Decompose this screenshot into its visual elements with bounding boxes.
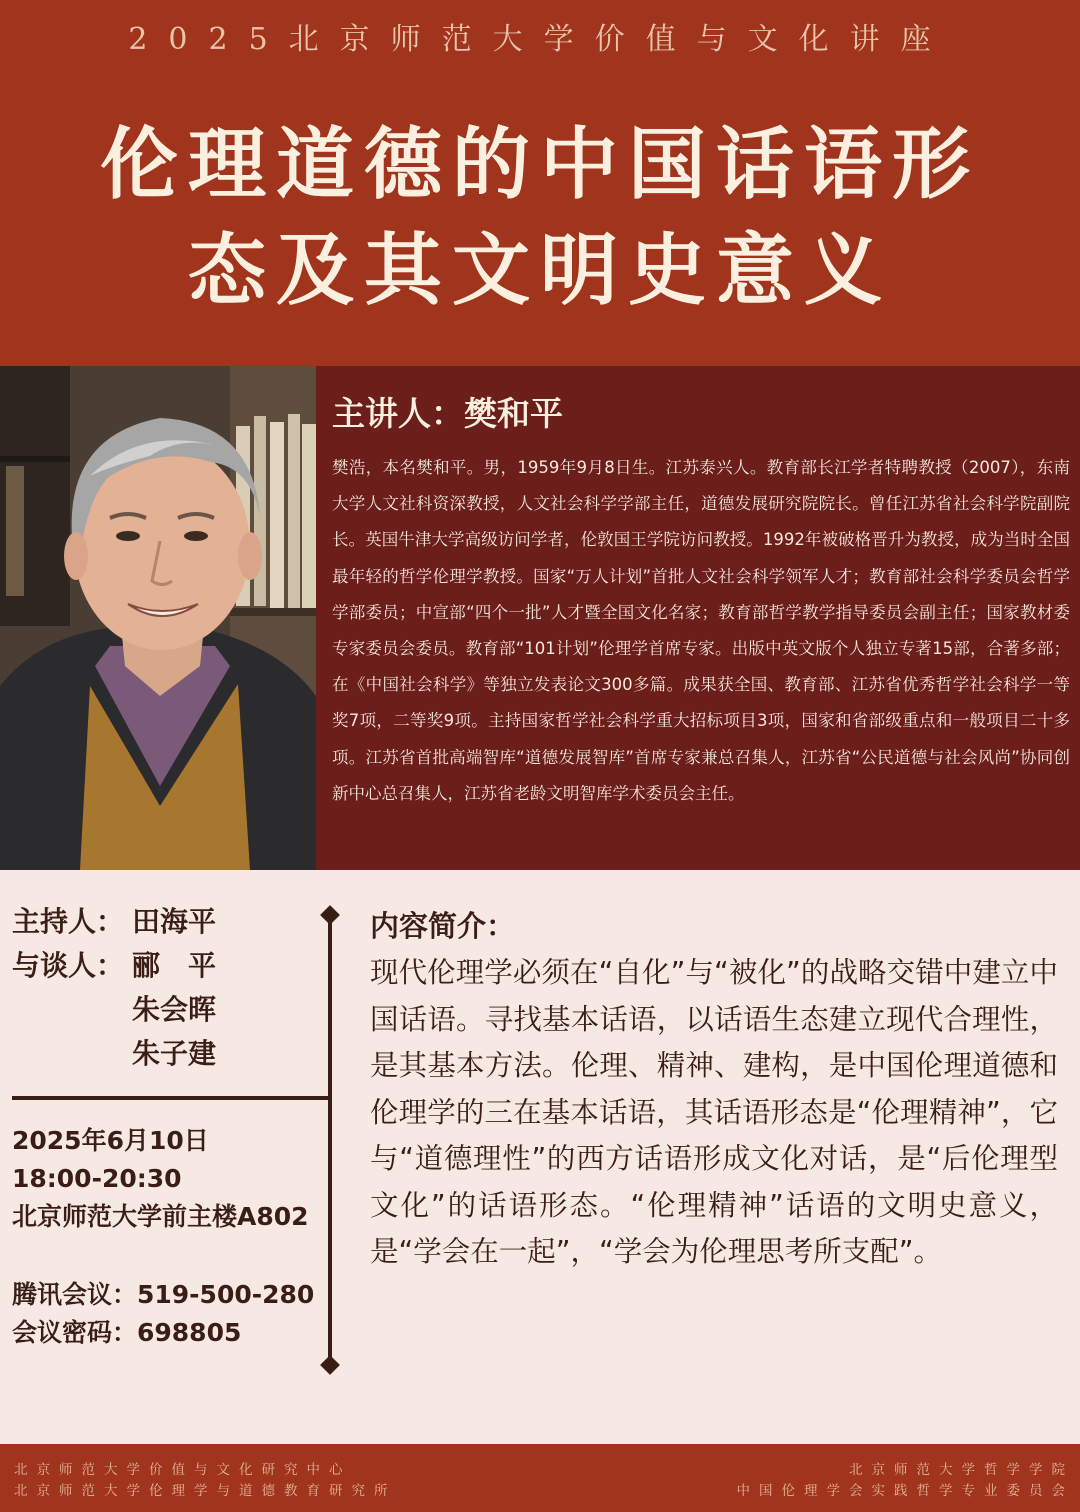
panelist-name: 郦 平 (132, 949, 217, 982)
lecture-title-line-2: 态及其文明史意义 (187, 225, 892, 316)
speaker-bio: 樊浩，本名樊和平。男，1959年9月8日生。江苏泰兴人。教育部长江学者特聘教授（2007），东南大学人文社科资深教授，人文社会科学学部主任，道德发展研究院院长。曾任江苏省社会科学院副院长。英国牛津大学高级访问学者，伦敦国王学院访问教授。1992年被破格晋升为教授，成为当时全国最年轻的哲学伦理学教授。国家“万人计划”首批人文社会科学领军人才；教育部社会科学委员会哲学学部委员；中宣部“四个一批”人才暨全国文化名家；教育部哲学教学指导委员会副主任；国家教材委专家委员会委员。教育部“101计划”伦理学首席专家。出版中英文版个人独立专著15部，合著多部；在《中国社会科学》等独立发表论文300多篇。成果获全国、教育部、江苏省优秀哲学社会科学一等奖7项，二等奖9项。主持国家哲学社会科学重大招标项目3项，国家和省部级重点和一般项目二十多项。江苏省首批高端智库“道德发展智库”首席专家兼总召集人，江苏省“公民道德与社会风尚”协同创新中心总召集人，江苏省老龄文明智库学术委员会主任。 (332, 458, 1070, 803)
lecture-series-title: 2025北京师范大学价值与文化讲座 (128, 22, 952, 57)
speaker-portrait-illustration (0, 366, 316, 870)
event-date: 2025年6月10日 (12, 1126, 209, 1155)
lecture-title (0, 112, 1080, 324)
footer-left-organizers (14, 1460, 397, 1502)
host-name: 田海平 (132, 905, 217, 938)
organizer-name: 北京师范大学价值与文化研究中心 (14, 1462, 352, 1478)
organizer-name: 北京师范大学哲学学院 (849, 1462, 1074, 1478)
panelist-row (12, 944, 328, 988)
organizer-name: 北京师范大学伦理学与道德教育研究所 (14, 1483, 397, 1499)
panelist-row (12, 988, 328, 1032)
vertical-divider (328, 916, 332, 1366)
hosts-block (12, 900, 328, 1076)
event-details-section (0, 870, 1080, 1444)
panelist-row (12, 1032, 328, 1076)
schedule-block (12, 1122, 309, 1236)
speaker-portrait (0, 366, 316, 870)
footer-right-organizers (737, 1460, 1075, 1502)
event-venue: 北京师范大学前主楼A802 (12, 1202, 309, 1231)
host-row (12, 900, 328, 944)
content-summary-title: 内容简介： (370, 909, 516, 943)
panelist-label: 与谈人： (12, 949, 125, 982)
host-label: 主持人： (12, 905, 125, 938)
event-time: 18:00-20:30 (12, 1164, 182, 1193)
lecture-title-line-1: 伦理道德的中国话语形 (99, 119, 980, 210)
horizontal-divider (12, 1096, 328, 1100)
online-meeting-block (12, 1276, 314, 1352)
speaker-bio-panel (316, 366, 1080, 870)
content-summary-body: 现代伦理学必须在“自化”与“被化”的战略交错中建立中国话语。寻找基本话语，以话语生态建立现代合理性，是其基本方法。伦理、精神、建构，是中国伦理道德和伦理学的三在基本话语，其话语形态是“伦理精神”，它与“道德理性”的西方话语形成文化对话，是“后伦理型文化”的话语形态。“伦理精神”话语的文明史意义，是“学会在一起”，“学会为伦理思考所支配”。 (370, 956, 1058, 1268)
panelist-name: 朱子建 (132, 1037, 217, 1070)
organizer-name: 中国伦理学会实践哲学专业委员会 (736, 1483, 1074, 1499)
panelist-name: 朱会晖 (132, 993, 217, 1026)
header-banner (0, 0, 1080, 366)
speaker-name: 主讲人：樊和平 (332, 394, 563, 433)
divider-diamond-bottom-icon (320, 1355, 340, 1375)
meeting-id: 腾讯会议：519-500-280 (12, 1280, 315, 1309)
footer-organizers (0, 1444, 1080, 1512)
meeting-password: 会议密码：698805 (12, 1318, 242, 1347)
